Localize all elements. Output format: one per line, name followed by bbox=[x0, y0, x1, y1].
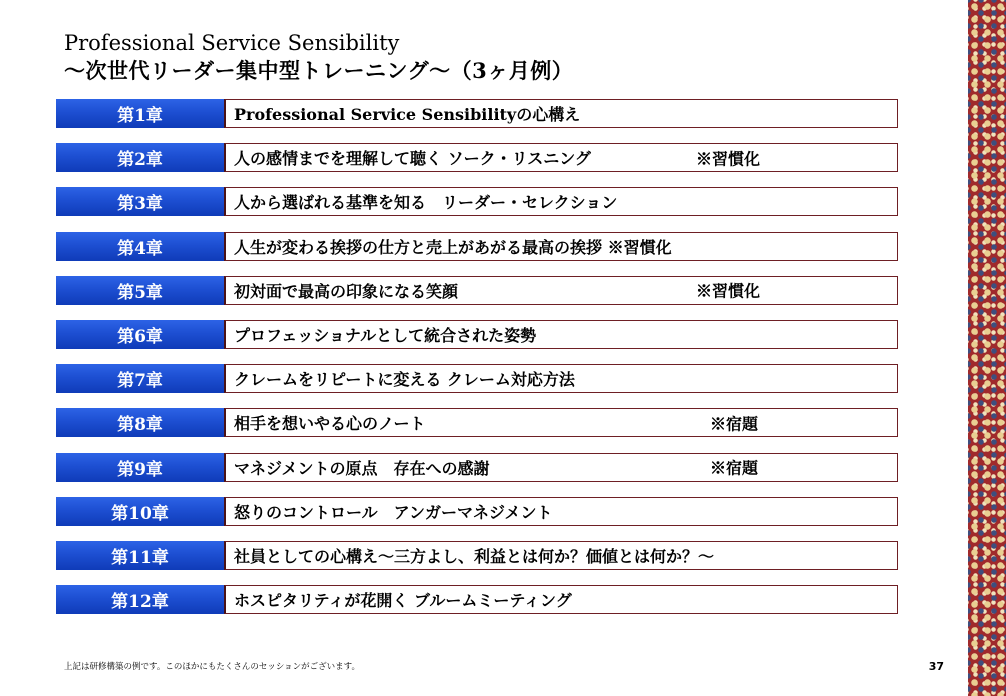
chapter-title: ホスピタリティが花開く ブルームミーティング bbox=[234, 591, 572, 611]
chapter-row-3 bbox=[56, 187, 898, 216]
chapter-text-box bbox=[224, 453, 898, 482]
chapter-row-2 bbox=[56, 143, 898, 172]
chapter-note: ※宿題 bbox=[710, 458, 759, 478]
chapter-title: 人生が変わる挨拶の仕方と売上があがる最高の挨拶 ※習慣化 bbox=[234, 237, 672, 257]
chapter-label: 第3章 bbox=[56, 187, 224, 216]
chapter-text-box bbox=[224, 497, 898, 526]
chapter-row-10 bbox=[56, 497, 898, 526]
chapter-label: 第7章 bbox=[56, 364, 224, 393]
chapter-row-8 bbox=[56, 408, 898, 437]
chapter-label: 第12章 bbox=[56, 585, 224, 614]
chapter-title: 社員としての心構え～三方よし、利益とは何か？価値とは何か？～ bbox=[234, 546, 715, 566]
slide-title bbox=[64, 30, 573, 84]
chapter-row-5 bbox=[56, 276, 898, 305]
chapter-text-box bbox=[224, 320, 898, 349]
chapter-row-7 bbox=[56, 364, 898, 393]
chapter-label: 第1章 bbox=[56, 99, 224, 128]
chapter-text-box bbox=[224, 364, 898, 393]
chapter-label: 第11章 bbox=[56, 541, 224, 570]
chapter-label: 第5章 bbox=[56, 276, 224, 305]
chapter-note: ※宿題 bbox=[710, 414, 759, 434]
chapter-row-1 bbox=[56, 99, 898, 128]
chapter-title: プロフェッショナルとして統合された姿勢 bbox=[234, 325, 537, 345]
chapter-text-box bbox=[224, 232, 898, 261]
chapter-title: 人から選ばれる基準を知る リーダー・セレクション bbox=[234, 193, 618, 213]
chapter-label: 第2章 bbox=[56, 143, 224, 172]
chapter-label: 第9章 bbox=[56, 453, 224, 482]
chapter-title: 人の感情までを理解して聴く ソーク・リスニング bbox=[234, 149, 591, 169]
chapter-text-box bbox=[224, 585, 898, 614]
chapter-row-12 bbox=[56, 585, 898, 614]
chapter-row-9 bbox=[56, 453, 898, 482]
chapter-list bbox=[56, 99, 898, 629]
chapter-label: 第4章 bbox=[56, 232, 224, 261]
page-number: 37 bbox=[928, 660, 944, 673]
chapter-title: 初対面で最高の印象になる笑顔 bbox=[234, 281, 459, 301]
chapter-text-box bbox=[224, 143, 898, 172]
chapter-note: ※習慣化 bbox=[696, 281, 761, 301]
chapter-text-box bbox=[224, 99, 898, 128]
footer-note: 上記は研修構築の例です。このほかにもたくさんのセッションがございます。 bbox=[64, 662, 360, 672]
chapter-note: ※習慣化 bbox=[696, 149, 761, 169]
chapter-title: マネジメントの原点 存在への感謝 bbox=[234, 458, 490, 478]
chapter-label: 第10章 bbox=[56, 497, 224, 526]
chapter-text-box bbox=[224, 187, 898, 216]
chapter-row-6 bbox=[56, 320, 898, 349]
chapter-title: 相手を想いやる心のノート bbox=[234, 414, 426, 434]
chapter-row-4 bbox=[56, 232, 898, 261]
chapter-row-11 bbox=[56, 541, 898, 570]
title-line-2: ～次世代リーダー集中型トレーニング～（3ヶ月例） bbox=[64, 58, 574, 83]
chapter-title: クレームをリピートに変える クレーム対応方法 bbox=[234, 370, 575, 390]
chapter-text-box bbox=[224, 541, 898, 570]
chapter-text-box bbox=[224, 276, 898, 305]
decorative-pattern-strip bbox=[968, 0, 1006, 696]
chapter-title: 怒りのコントロール アンガーマネジメント bbox=[234, 502, 553, 522]
chapter-text-box bbox=[224, 408, 898, 437]
title-line-1: Professional Service Sensibility bbox=[64, 31, 400, 55]
chapter-label: 第8章 bbox=[56, 408, 224, 437]
chapter-title: Professional Service Sensibilityの心構え bbox=[234, 105, 581, 124]
chapter-label: 第6章 bbox=[56, 320, 224, 349]
